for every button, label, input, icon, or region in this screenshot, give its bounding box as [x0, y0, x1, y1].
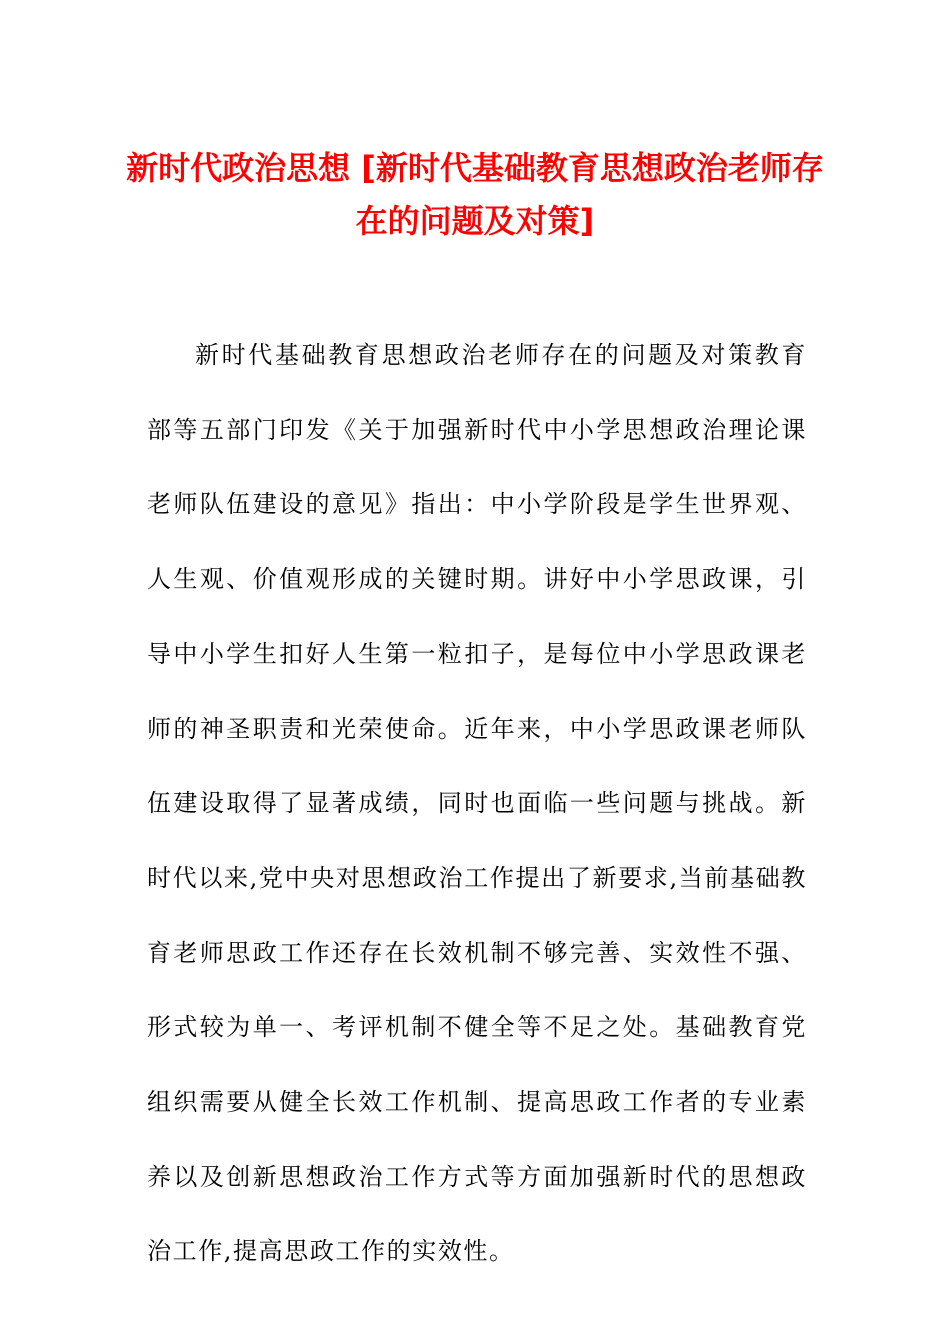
body-paragraph: 新时代基础教育思想政治老师存在的问题及对策教育部等五部门印发《关于加强新时代中小学思想政治理论课老师队伍建设的意见》指出：中小学阶段是学生世界观、人生观、价值观形成的关键时期。讲好中小学思政课，引导中小学生扣好人生第一粒扣子，是每位中小学思政课老师的神圣职责和光荣使命。近年来，中小学思政课老师队伍建设取得了显著成绩，同时也面临一些问题与挑战。新时代以来,党中央对思想政治工作提出了新要求,当前基础教育老师思政工作还存在长效机制不够完善、实效性不强、形式较为单一、考评机制不健全等不足之处。基础教育党组织需要从健全长效工作机制、提高思政工作者的专业素养以及创新思想政治工作方式等方面加强新时代的思想政治工作,提高思政工作的实效性。	[147, 341, 807, 1266]
document-title: 新时代政治思想 [新时代基础教育思想政治老师存在的问题及对策]	[126, 149, 824, 240]
